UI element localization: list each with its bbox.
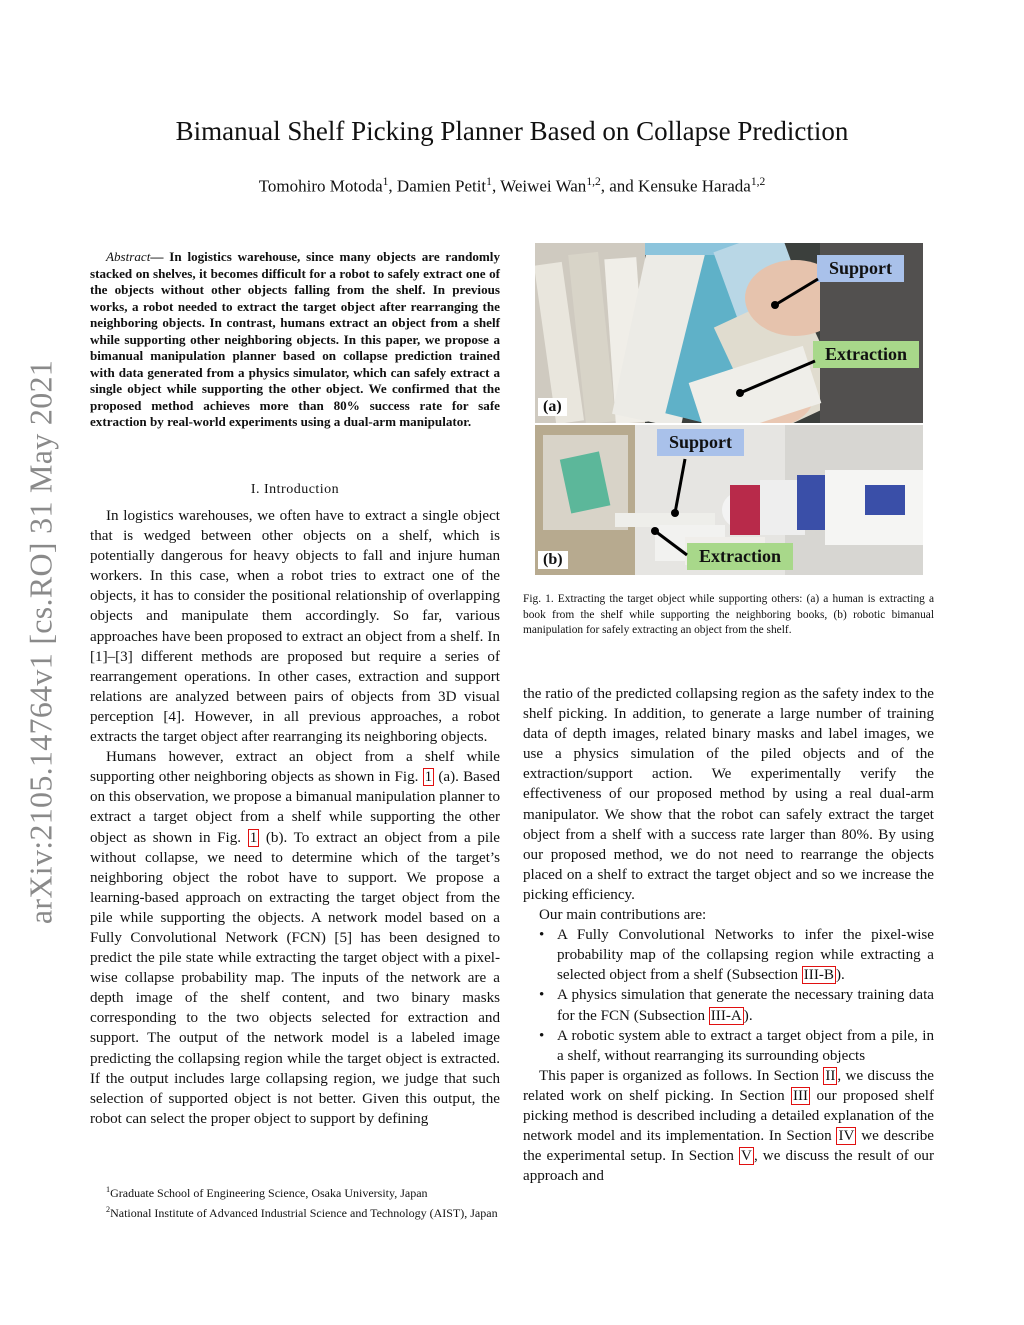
left-column-body [90, 506, 500, 1129]
contribution-item: • A Fully Convolutional Networks to infer the pixel-wise probability map of the collapsing region while extracting a selected object from a shelf (Subsection III-B ). [557, 925, 934, 985]
footnote-1: $^1$Graduate School of Engineering Science, Osaka University, Japan [106, 1185, 428, 1200]
section-ref-link[interactable]: III-B [803, 967, 834, 984]
author-list: Tomohiro Motoda$^1$, Damien Petit$^1$, Weiwei Wan$^{1,2}$, and Kensuke Harada$^{1,2}$ [258, 175, 766, 196]
extraction-label-a: Extraction [813, 341, 919, 368]
panel-tag-a: (a) [538, 398, 567, 416]
support-label-b: Support [657, 429, 744, 456]
pointer-lines-b [535, 425, 923, 575]
figure-caption: Fig. 1. Extracting the target object while supporting others: (a) a human is extracting a book from the shelf while supporting the neighboring books, (b) robotic bimanual manipulation for safely extracting an object from the shelf. [523, 593, 934, 636]
section-ref-link[interactable]: IV [838, 1128, 855, 1145]
fig-ref-link[interactable]: 1 [249, 829, 258, 846]
panel-tag-b: (b) [538, 551, 568, 569]
right-paragraph-1: the ratio of the predicted collapsing region as the safety index to the shelf picking. In addition, to generate a large number of training data of depth images, related binary masks and label images, we use a physics simulation of the piled objects and of the extraction/support action. We experimentally verify the effectiveness of our proposed method by using a real dual-arm manipulator. We show that the robot can safely extract the target object from a shelf with a success rate larger than 80%. By using our proposed method, we do not need to rearrange the objects placed on a shelf to extract the target object and so we increase the picking efficiency. [523, 686, 934, 903]
fig-ref-link[interactable]: 1 [424, 769, 433, 786]
figure-1a-photo [535, 243, 923, 423]
contributions-list [523, 925, 934, 1066]
intro-paragraph-1: In logistics warehouses, we often have to extract a single object that is wedged between other objects on a shelf, which is potentially dangerous for heavy objects to fall and injure human workers. In this case, when a robot tries to extract one of the objects, it has to consider the positional relationship of overlapping objects and manipulate them accordingly. So far, various approaches have been proposed to extract an object from a shelf. In [1]–[3] different methods are proposed but require a series of rearrangement operations. In other cases, extraction and support relations are analyzed between pairs of objects from 3D visual perception [4]. However, in all previous approaches, a robot extracts the target object after rearranging its neighboring objects. [90, 508, 500, 746]
abstract-label: Abstract [106, 249, 151, 264]
abstract [90, 249, 500, 431]
pointer-lines-a [535, 243, 923, 423]
footnote-2: $^2$National Institute of Advanced Industrial Science and Technology (AIST), Japan [106, 1204, 498, 1220]
right-column-body [523, 684, 934, 1186]
section-ref-link[interactable]: III [793, 1087, 809, 1104]
section-heading-introduction: I. Introduction [250, 482, 340, 497]
footnotes [90, 1182, 500, 1221]
contributions-intro: Our main contributions are: [539, 907, 707, 924]
contribution-item: • A physics simulation that generate the necessary training data for the FCN (Subsection III-A ). [557, 985, 934, 1025]
contribution-item: • A robotic system able to extract a target object from a pile, in a shelf, without rearranging its surrounding objects [557, 1026, 934, 1066]
author-2: , Damien Petit [388, 176, 487, 196]
author-4: , and Kensuke Harada [600, 176, 751, 196]
section-ref-link[interactable]: III-A [710, 1007, 742, 1024]
section-ref-link[interactable]: V [741, 1148, 752, 1165]
figure-1b-photo [535, 425, 923, 575]
arxiv-id: arXiv:2105.14764v1 [cs.RO] 31 May 2021 [22, 359, 59, 924]
extraction-label-b: Extraction [687, 543, 793, 570]
arxiv-side-label [18, 343, 64, 940]
right-paragraph-2: This paper is organized as follows. In Section II , we discuss the related work on shelf picking. In Section III our proposed shelf picking method is described including a detailed explanation of the network model and its implementation. In Section IV we describe the experimental setup. In Section V , we discuss the result of our approach and [523, 1067, 935, 1185]
intro-paragraph-2: Humans however, extract an object from a shelf while supporting other neighboring objects as shown in Fig. 1 (a). Based on this observation, we propose a bimanual manipulation planner to extract a target object from a shelf while supporting the other object as shown in Fig. 1 (b). To extract an object from a pile without collapse, we need to determine which of the target’s neighboring object the robot have to support. We propose a learning-based approach on extracting the target object from the pile while supporting the objects. A network model based on a Fully Convolutional Network (FCN) [5] has been designed to predict the pile state while extracting the target object with a pixel-wise collapse probability map. The inputs of the network are a depth image of the shelf content, and two binary masks corresponding to the two objects selected for extraction and support. The output of the network model is a labeled image predicting the collapsing region while the target object is extracted. If the output includes large collapsing region, we judge that such selection of supported object is not better. Given this output, the robot can select the proper object to support by defining [90, 749, 500, 1127]
abstract-text: — In logistics warehouse, since many objects are randomly stacked on shelves, it becomes difficult for a robot to safely extract one of the objects without other objects falling from the shelf. In previous works, a robot needed to extract the target object after rearranging the neighboring objects. In contrast, humans extract an object from a shelf while supporting other neighboring objects. In this paper, we propose a bimanual manipulation planner based on collapse prediction trained with data generated from a physics simulator, which can safely extract a single object while supporting the other object. We confirmed that the proposed method achieves more than 80% success rate for safe extraction by real-world experiments using a dual-arm manipulator. [90, 249, 500, 429]
support-label-a: Support [817, 255, 904, 282]
author-1: Tomohiro Motoda [258, 176, 383, 196]
author-3: , Weiwei Wan [491, 176, 587, 196]
paper-title: Bimanual Shelf Picking Planner Based on Collapse Prediction [175, 116, 849, 146]
section-ref-link[interactable]: II [825, 1067, 836, 1084]
